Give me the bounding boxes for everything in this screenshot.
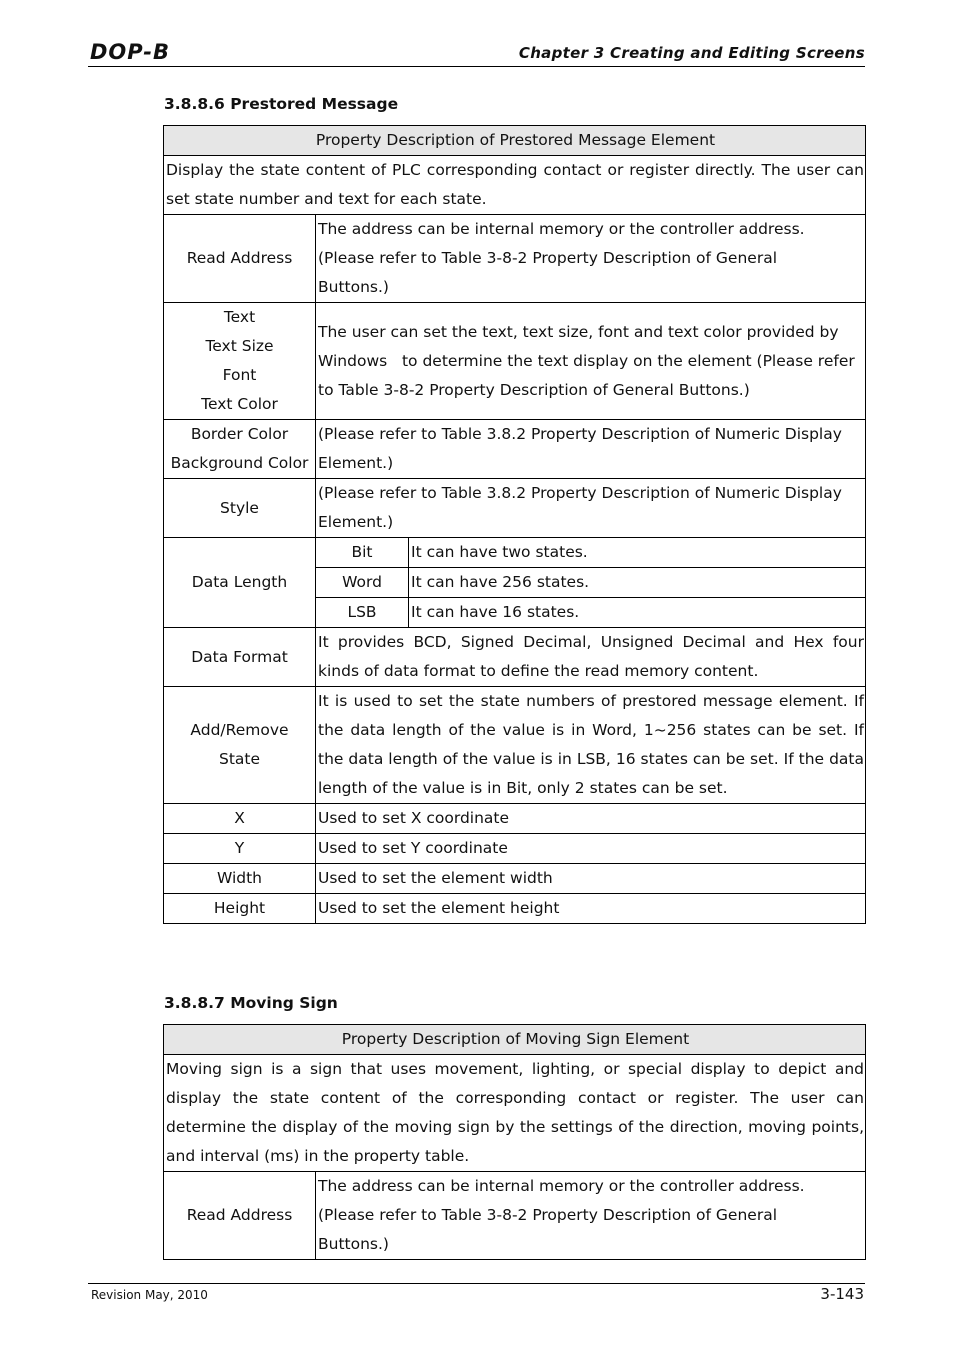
option-name-lsb: LSB	[316, 598, 409, 628]
label-text-size: Text Size	[205, 337, 274, 355]
data-length-option-lsb	[316, 598, 865, 628]
row-desc-width: Used to set the element width	[316, 864, 866, 894]
row-label-colors	[164, 420, 316, 479]
row-label-read-address: Read Address	[164, 1172, 316, 1260]
section-title-moving-sign: 3.8.8.7 Moving Sign	[164, 994, 338, 1012]
row-label-data-length: Data Length	[164, 538, 316, 628]
section-title-prestored-message: 3.8.8.6 Prestored Message	[164, 95, 399, 113]
table-intro: Display the state content of PLC corresponding contact or register directly. The user can set state number and text for each state.	[164, 156, 866, 215]
data-length-options	[316, 538, 866, 628]
option-name-bit: Bit	[316, 538, 409, 568]
row-label-read-address: Read Address	[164, 215, 316, 303]
moving-sign-table	[163, 1024, 866, 1260]
option-name-word: Word	[316, 568, 409, 598]
row-label-y: Y	[164, 834, 316, 864]
row-label-x: X	[164, 804, 316, 834]
row-label-width: Width	[164, 864, 316, 894]
label-add-remove: Add/Remove	[190, 721, 289, 739]
row-desc-read-address: The address can be internal memory or the controller address. (Please refer to Table 3-8-2 Property Description of General Buttons.)	[316, 215, 866, 303]
row-label-height: Height	[164, 894, 316, 924]
row-desc-read-address: The address can be internal memory or the controller address. (Please refer to Table 3-8-2 Property Description of General Buttons.)	[316, 1172, 866, 1260]
footer-rule	[88, 1283, 865, 1284]
label-state: State	[218, 750, 261, 768]
row-label-data-format: Data Format	[164, 628, 316, 687]
chapter-title: Chapter 3 Creating and Editing Screens	[518, 44, 865, 62]
prestored-message-table	[163, 125, 866, 924]
option-desc-bit: It can have two states.	[409, 538, 866, 568]
row-desc-x: Used to set X coordinate	[316, 804, 866, 834]
row-desc-add-remove-state: It is used to set the state numbers of prestored message element. If the data length of the value is in Word, 1~256 states can be set. If the data length of the value is in LSB, 16 states can be set. If the data length of the value is in Bit, only 2 states can be set.	[316, 687, 866, 804]
dop-b-logo: DOP-B	[90, 40, 171, 64]
page-number: 3-143	[820, 1285, 864, 1303]
table-header: Property Description of Prestored Message Element	[164, 126, 866, 156]
label-text: Text	[223, 308, 256, 326]
table-intro: Moving sign is a sign that uses movement, lighting, or special display to depict and display the state content of the corresponding contact or register. The user can determine the display of the moving sign by the settings of the direction, moving points, and interval (ms) in the property table.	[164, 1055, 866, 1172]
data-length-option-bit	[316, 538, 865, 568]
table-header: Property Description of Moving Sign Element	[164, 1025, 866, 1055]
option-desc-lsb: It can have 16 states.	[411, 603, 580, 621]
label-background-color: Background Color	[170, 454, 309, 472]
header-rule	[88, 66, 865, 67]
row-label-add-remove-state	[164, 687, 316, 804]
row-desc-height: Used to set the element height	[316, 894, 866, 924]
row-label-text-group	[164, 303, 316, 420]
data-length-option-word	[316, 568, 865, 598]
row-desc-y: Used to set Y coordinate	[316, 834, 866, 864]
row-desc-data-format: It provides BCD, Signed Decimal, Unsigned Decimal and Hex four kinds of data format to define the read memory content.	[316, 628, 866, 687]
row-desc-colors: (Please refer to Table 3.8.2 Property Description of Numeric Display Element.)	[316, 420, 866, 479]
revision-date: Revision May, 2010	[91, 1288, 208, 1302]
label-border-color: Border Color	[190, 425, 289, 443]
row-label-style: Style	[164, 479, 316, 538]
row-desc-text: The user can set the text, text size, font and text color provided by Windows to determine the text display on the element (Please refer to Table 3-8-2 Property Description of General Buttons.)	[316, 303, 866, 420]
option-desc-word: It can have 256 states.	[409, 568, 866, 598]
row-desc-style: (Please refer to Table 3.8.2 Property Description of Numeric Display Element.)	[316, 479, 866, 538]
label-font: Font	[222, 366, 257, 384]
label-text-color: Text Color	[201, 395, 278, 413]
